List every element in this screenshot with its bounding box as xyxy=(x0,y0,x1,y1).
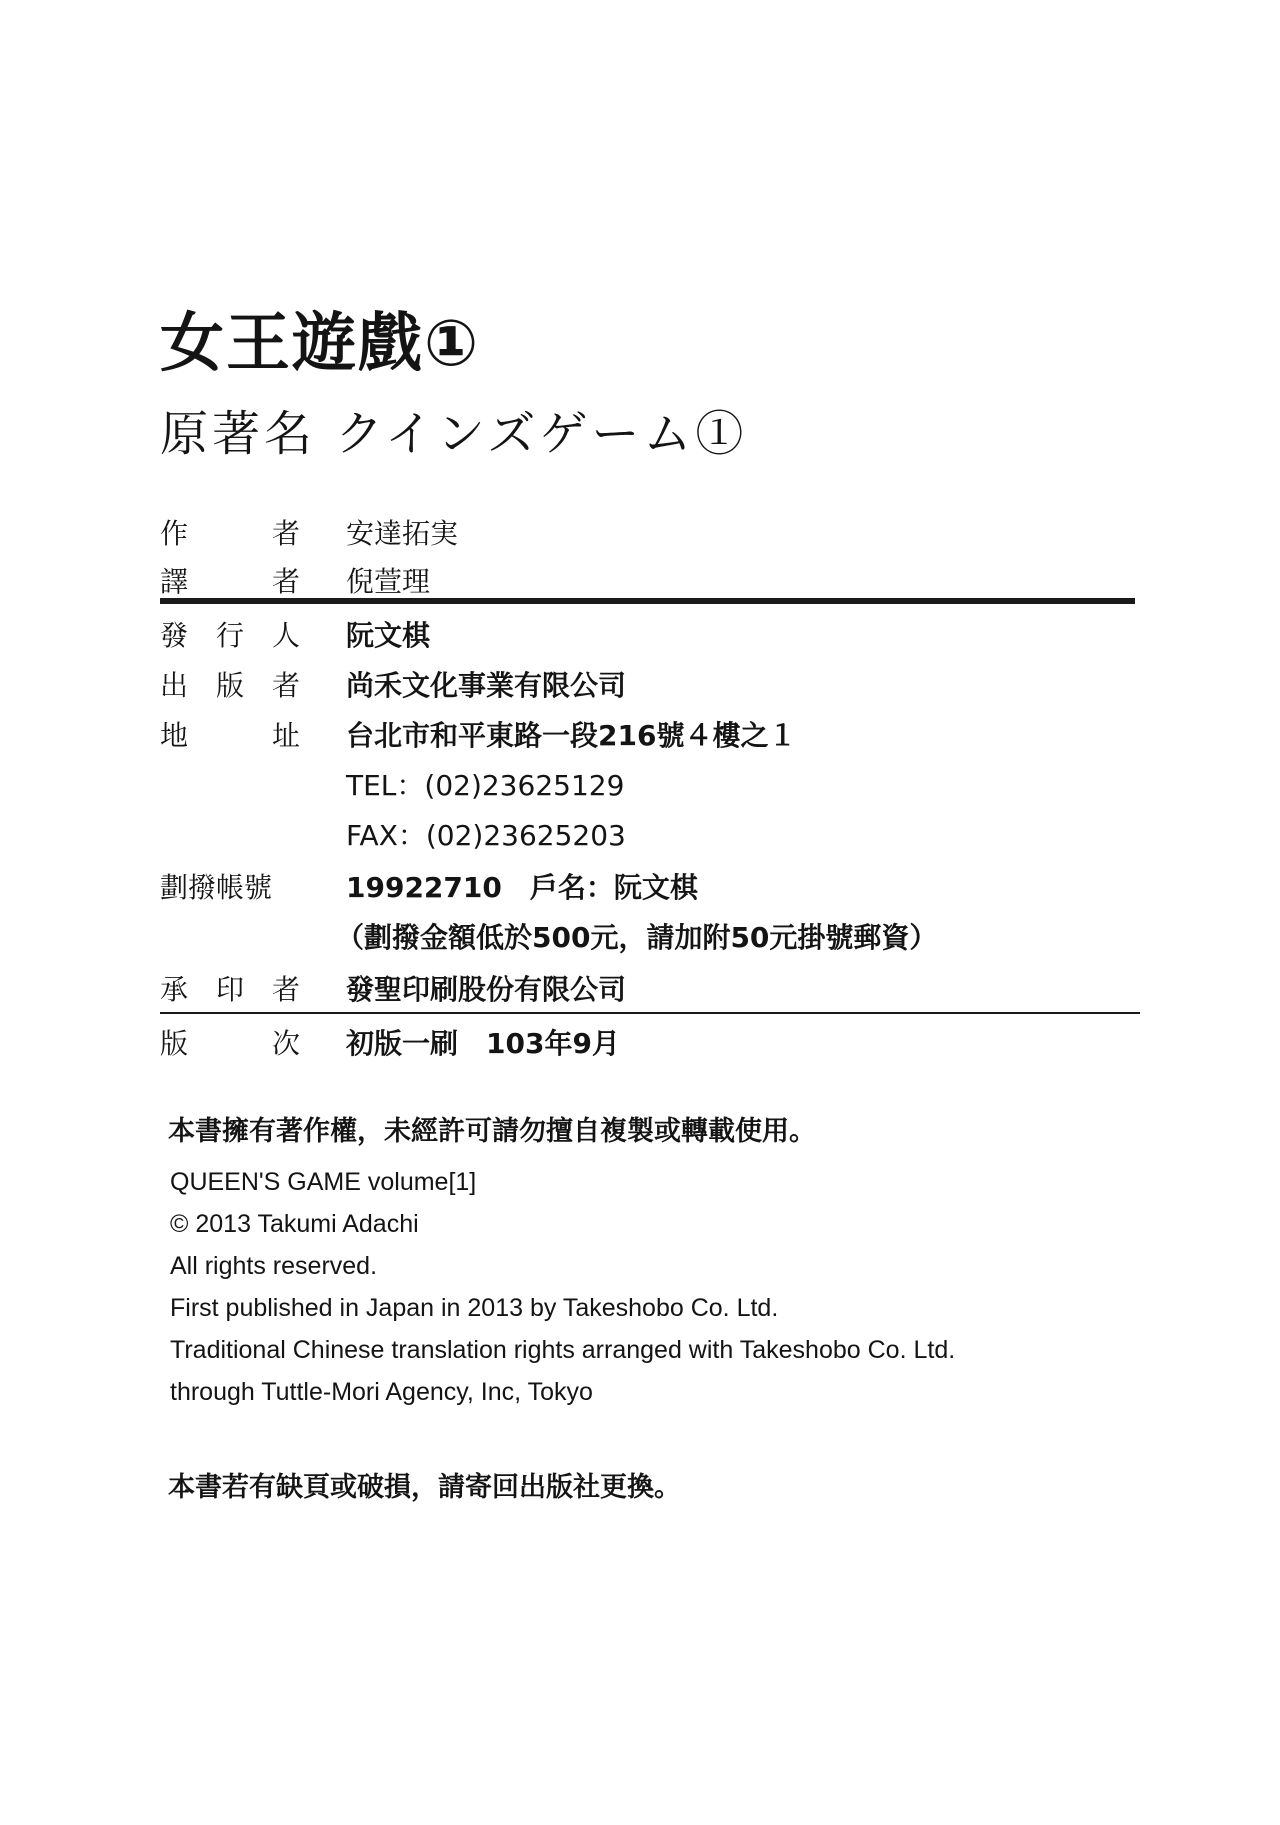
translator-name: 倪萱理 xyxy=(346,565,431,598)
divider-thick xyxy=(160,598,1135,604)
english-line-copyright: © 2013 Takumi Adachi xyxy=(170,1210,419,1238)
english-line-translation-rights: Traditional Chinese translation rights arranged with Takeshobo Co. Ltd. xyxy=(170,1336,956,1364)
publishing-house-name: 尚禾文化事業有限公司 xyxy=(346,669,627,702)
credit-label: 發 行 人 xyxy=(160,619,300,652)
english-line-title: QUEEN'S GAME volume[1] xyxy=(170,1168,477,1196)
author-name: 安達拓実 xyxy=(346,517,459,550)
replacement-notice: 本書若有缺頁或破損，請寄回出版社更換。 xyxy=(168,1472,681,1503)
copyright-notice: 本書擁有著作權，未經許可請勿擅自複製或轉載使用。 xyxy=(168,1116,816,1147)
credit-label: 作 者 xyxy=(160,517,300,550)
postal-account: 19922710 戶名：阮文棋 xyxy=(346,871,698,904)
address: 台北市和平東路一段216號４樓之１ xyxy=(346,719,797,752)
credit-label: 譯 者 xyxy=(160,565,300,598)
credit-label: 承 印 者 xyxy=(160,973,300,1006)
english-line-rights: All rights reserved. xyxy=(170,1252,378,1280)
printer-name: 發聖印刷股份有限公司 xyxy=(346,973,627,1006)
book-title: 女王遊戲① xyxy=(160,307,481,381)
credit-label: 劃撥帳號 xyxy=(160,871,273,904)
original-title: 原著名 クインズゲーム① xyxy=(160,406,748,462)
english-line-agency: through Tuttle-Mori Agency, Inc, Tokyo xyxy=(170,1378,593,1406)
credit-label: 版 次 xyxy=(160,1027,300,1060)
postal-note: （劃撥金額低於500元，請加附50元掛號郵資） xyxy=(336,921,938,954)
edition: 初版一刷 103年9月 xyxy=(346,1027,620,1060)
telephone: TEL：(02)23625129 xyxy=(346,769,625,802)
credit-label: 出 版 者 xyxy=(160,669,300,702)
english-line-first-published: First published in Japan in 2013 by Takeshobo Co. Ltd. xyxy=(170,1294,779,1322)
publisher-name: 阮文棋 xyxy=(346,619,431,652)
credit-label: 地 址 xyxy=(160,719,300,752)
fax: FAX：(02)23625203 xyxy=(346,819,626,852)
divider-thin xyxy=(160,1012,1140,1014)
